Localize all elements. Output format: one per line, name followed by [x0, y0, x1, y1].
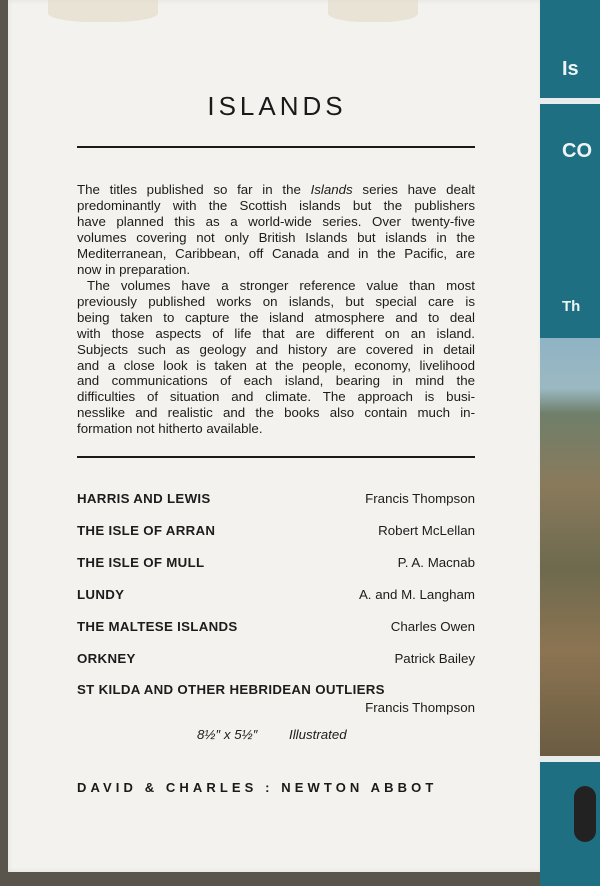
book-entry	[77, 555, 475, 573]
book-title: ORKNEY	[77, 651, 136, 666]
illustrated-label: Illustrated	[289, 727, 347, 742]
text-line: difficulties of situation and climate. The approach is busi-	[77, 389, 475, 405]
publisher-logo-icon	[574, 786, 596, 842]
spine-text-3: Th	[562, 298, 581, 315]
text-line: now in preparation.	[77, 261, 191, 277]
book-entry	[77, 682, 475, 715]
book-title: THE ISLE OF MULL	[77, 555, 205, 570]
text-line: The volumes have a stronger reference value than most	[87, 278, 475, 293]
text-line: nesslike and realistic and the books also contain much in-	[77, 405, 475, 421]
text-line: previously published works on islands, but special care is	[77, 293, 475, 309]
book-author: Patrick Bailey	[394, 651, 475, 666]
book-author: A. and M. Langham	[358, 587, 475, 602]
book-spine	[540, 0, 600, 886]
book-author: Francis Thompson	[365, 700, 475, 715]
book-title: THE MALTESE ISLANDS	[77, 619, 238, 634]
spine-text-2: CO	[562, 140, 592, 162]
divider	[77, 456, 475, 458]
text-line: being taken to capture the island atmosphere and to deal	[77, 309, 475, 325]
book-title: ST KILDA AND OTHER HEBRIDEAN OUTLIERS	[77, 682, 385, 697]
text-line: Subjects such as geology and history are covered in detail	[77, 341, 475, 357]
book-author: Charles Owen	[390, 619, 475, 634]
book-author: Francis Thompson	[365, 491, 475, 506]
book-title: HARRIS AND LEWIS	[77, 491, 211, 506]
book-title: LUNDY	[77, 587, 125, 602]
page-title: ISLANDS	[207, 91, 347, 121]
publisher-line: DAVID & CHARLES : NEWTON ABBOT	[77, 780, 438, 795]
spine-text-1: Is	[562, 58, 579, 80]
book-entry	[77, 491, 475, 509]
text-line: and communications of each island, bearing in mind the	[77, 373, 475, 389]
text-line: formation not hitherto available.	[77, 421, 263, 437]
paper-stain	[328, 0, 418, 22]
text-line: and a close look is taken at the people, economy, livelihood	[77, 357, 475, 373]
book-title: THE ISLE OF ARRAN	[77, 523, 216, 538]
spine-photo	[540, 338, 600, 756]
text-line: volumes covering not only British Islands but islands in the	[77, 229, 475, 245]
paper-stain	[48, 0, 158, 22]
text-line: with those aspects of life that are different on an island.	[77, 325, 475, 341]
description-paragraph-2	[77, 278, 475, 437]
text-line: predominantly with the Scottish islands but the publishers	[77, 197, 475, 213]
book-author: Robert McLellan	[378, 523, 475, 538]
book-author: P. A. Macnab	[397, 555, 475, 570]
text-line: The titles published so far in the Islands series have dealt	[77, 182, 475, 197]
divider	[77, 146, 475, 148]
book-entry	[77, 619, 475, 637]
spine-band	[540, 98, 600, 104]
description-paragraph-1	[77, 182, 475, 277]
book-entry	[77, 651, 475, 669]
book-size: 8½″ x 5½″	[197, 727, 258, 742]
text-line: have planned this as a world-wide series. Over twenty-five	[77, 213, 475, 229]
text-line: Mediterranean, Caribbean, off Canada and in the Pacific, are	[77, 245, 475, 261]
spine-band	[540, 756, 600, 762]
book-entry	[77, 587, 475, 605]
book-entry	[77, 523, 475, 541]
